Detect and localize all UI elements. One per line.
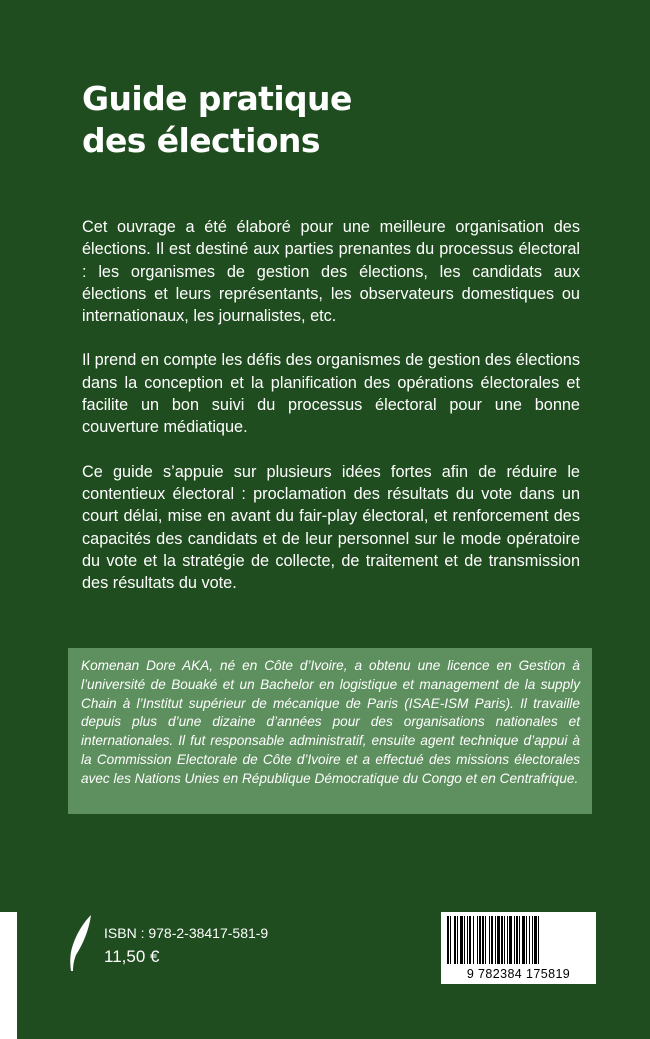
isbn-label: ISBN : 978-2-38417-581-9 bbox=[104, 925, 269, 941]
barcode-icon bbox=[441, 912, 596, 968]
barcode-number: 9 782384 175819 bbox=[466, 967, 571, 981]
description-paragraph-1: Cet ouvrage a été élaboré pour une meilleure organisation des élections. Il est destiné aux parties prenantes du processus électoral : les organismes de gestion des élections, les candidats aux élections et leurs représentants, les observateurs domestiques ou internationaux, les journalistes, etc. bbox=[82, 218, 580, 326]
barcode bbox=[441, 912, 596, 984]
author-bio: Komenan Dore AKA, né en Côte d’Ivoire, a obtenu une licence en Gestion à l’université de Bouaké et un Bachelor en logistique et management de la supply Chain à l’Institut supérieur de mécanique de Paris (ISAE-ISM Paris). Il travaille depuis plus d’une dizaine d’années pour des organisations nationales et internationales. Il fut responsable administratif, ensuite agent technique d’appui à la Commission Electorale de Côte d’Ivoire et a effectué des missions électorales avec les Nations Unies en République Démocratique du Congo et en Centrafrique. bbox=[81, 658, 580, 786]
book-description bbox=[82, 216, 580, 616]
price-label: 11,50 € bbox=[104, 947, 160, 966]
author-bio-box bbox=[68, 648, 592, 814]
description-paragraph-3: Ce guide s’appuie sur plusieurs idées fortes afin de réduire le contentieux électoral : proclamation des résultats du vote dans un court délai, mise en avant du fair-play électoral, et renforcement des capacités des candidats et de leur personnel sur le mode opératoire du vote et la stratégie de collecte, de traitement et de transmission des résultats du vote. bbox=[82, 462, 580, 593]
description-paragraph-2: Il prend en compte les défis des organismes de gestion des élections dans la conception et la planification des opérations électorales et facilite un bon suivi du processus électoral pour une bonne couverture médiatique. bbox=[82, 351, 580, 437]
book-title-line-1: Guide pratique bbox=[82, 79, 352, 118]
feather-quill-icon bbox=[68, 914, 94, 972]
spine-edge-strip bbox=[0, 912, 17, 1039]
book-title-line-2: des élections bbox=[82, 121, 320, 160]
book-title bbox=[82, 78, 582, 162]
